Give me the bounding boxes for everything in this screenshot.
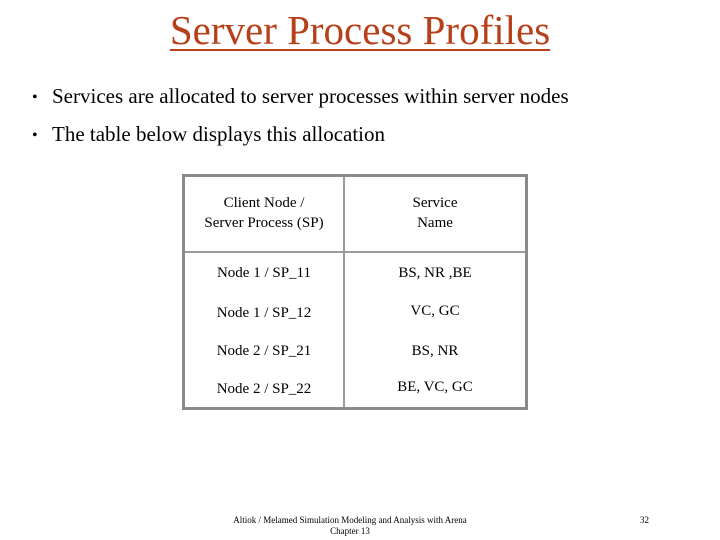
header-line: Service xyxy=(412,195,458,211)
bullet-list xyxy=(32,78,569,154)
slide-footer xyxy=(200,515,500,537)
table-cell-node: Node 1 / SP_11 xyxy=(216,265,312,281)
bullet-item xyxy=(32,116,569,154)
header-line: Server Process (SP) xyxy=(204,215,324,231)
table-cell-node: Node 2 / SP_21 xyxy=(216,343,312,359)
bullet-item xyxy=(32,78,569,116)
allocation-table xyxy=(182,174,528,410)
table-header-client-node xyxy=(185,193,343,233)
table-cell-node: Node 2 / SP_22 xyxy=(216,381,312,397)
bullet-text: The table below displays this allocation xyxy=(52,122,386,146)
bullet-text: Services are allocated to server processes within server nodes xyxy=(52,84,569,108)
page-number: 32 xyxy=(640,515,649,525)
table-cell-service: BS, NR xyxy=(411,343,459,359)
header-line: Client Node / xyxy=(223,195,305,211)
table-cell-service: BE, VC, GC xyxy=(397,379,473,395)
bullet-icon: • xyxy=(32,127,38,144)
table-header-service-name xyxy=(345,193,525,233)
table-cell-service: VC, GC xyxy=(410,303,460,319)
bullet-icon: • xyxy=(32,89,38,106)
footer-chapter: Chapter 13 xyxy=(330,526,370,536)
table-cell-node: Node 1 / SP_12 xyxy=(216,305,312,321)
slide-title: Server Process Profiles xyxy=(169,7,551,53)
table-cell-service: BS, NR ,BE xyxy=(398,265,472,281)
slide-title-container xyxy=(0,6,720,54)
header-line: Name xyxy=(417,215,453,231)
footer-citation: Altiok / Melamed Simulation Modeling and Analysis with Arena xyxy=(233,515,467,525)
table-header-divider xyxy=(185,251,525,253)
